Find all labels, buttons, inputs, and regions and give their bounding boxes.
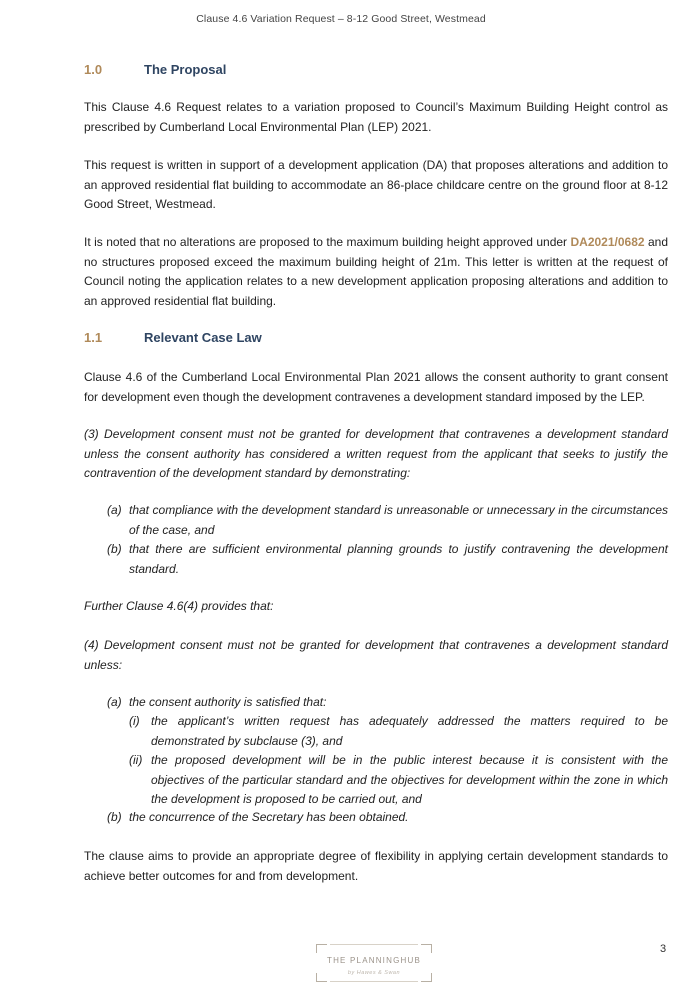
list-marker: (b) [107,542,122,556]
clause-4a-i [129,712,668,751]
clause-3-quote: (3) Development consent must not be granted for development that contravenes a development standard unless the consent authority has considered a written request from the applicant that seeks to justify the contravention of the development standard by demonstrating: [84,427,668,480]
list-text: the consent authority is satisfied that: [129,695,327,709]
list-marker: (b) [107,810,122,824]
list-marker: (a) [107,695,122,709]
section-title: The Proposal [144,62,227,77]
logo-tagline: by Hawes & Swan [347,970,401,976]
clause-4a-ii [129,751,668,810]
logo-rule [330,944,418,945]
list-marker: (ii) [129,753,143,767]
running-header: Clause 4.6 Variation Request – 8-12 Good Street, Westmead [196,13,486,25]
closing-paragraph: The clause aims to provide an appropriate degree of flexibility in applying certain development standards to achieve better outcomes for and from development. [84,849,668,883]
paragraph-text: It is noted that no alterations are proposed to the maximum building height approved under [84,235,571,249]
list-text: the proposed development will be in the public interest because it is consistent with the objectives of the particular standard and the objectives for development within the zone in which the development is proposed to be carried out, and [151,753,668,806]
list-marker: (i) [129,714,140,728]
section-heading-caselaw [84,330,262,345]
clause-3a [107,501,668,540]
caselaw-intro: Clause 4.6 of the Cumberland Local Environmental Plan 2021 allows the consent authority to grant consent for development even though the development contravenes a development standard imposed by the LEP. [84,370,668,404]
clause-4a [107,693,668,713]
planninghub-logo [316,944,432,982]
section-number: 1.0 [84,62,103,77]
clause-4b [107,808,668,828]
section-title: Relevant Case Law [144,330,262,345]
list-text: the applicant’s written request has adequately addressed the matters required to be demonstrated by subclause (3), and [151,714,668,748]
paragraph-text: and no structures proposed exceed the maximum building height of 21m. This letter is written at the request of Council noting the application relates to a new development application proposing alterations and addition to an approved residential flat building. [84,235,669,308]
logo-rule [330,981,418,982]
further-clause-text: Further Clause 4.6(4) provides that: [84,599,274,613]
section-number: 1.1 [84,330,103,345]
logo-bracket [316,944,327,953]
da-reference: DA2021/0682 [570,235,645,249]
list-marker: (a) [107,503,122,517]
clause-4-quote: (4) Development consent must not be granted for development that contravenes a development standard unless: [84,638,668,672]
proposal-paragraph-1: This Clause 4.6 Request relates to a variation proposed to Council’s Maximum Building Height control as prescribed by Cumberland Local Environmental Plan (LEP) 2021. [84,100,668,134]
logo-bracket [421,944,432,953]
section-heading-proposal [84,62,226,77]
proposal-paragraph-3 [84,233,668,311]
logo-wordmark: THE PLANNINGHUB [326,956,421,965]
page-number: 3 [660,943,667,955]
proposal-paragraph-2: This request is written in support of a development application (DA) that proposes alterations and addition to an approved residential flat building to accommodate an 86-place childcare centre on the ground floor at 8-12 Good Street, Westmead. [84,158,668,211]
list-text: the concurrence of the Secretary has been obtained. [129,810,409,824]
list-text: that compliance with the development standard is unreasonable or unnecessary in the circumstances of the case, and [129,503,668,537]
clause-3b [107,540,668,579]
list-text: that there are sufficient environmental planning grounds to justify contravening the development standard. [129,542,668,576]
